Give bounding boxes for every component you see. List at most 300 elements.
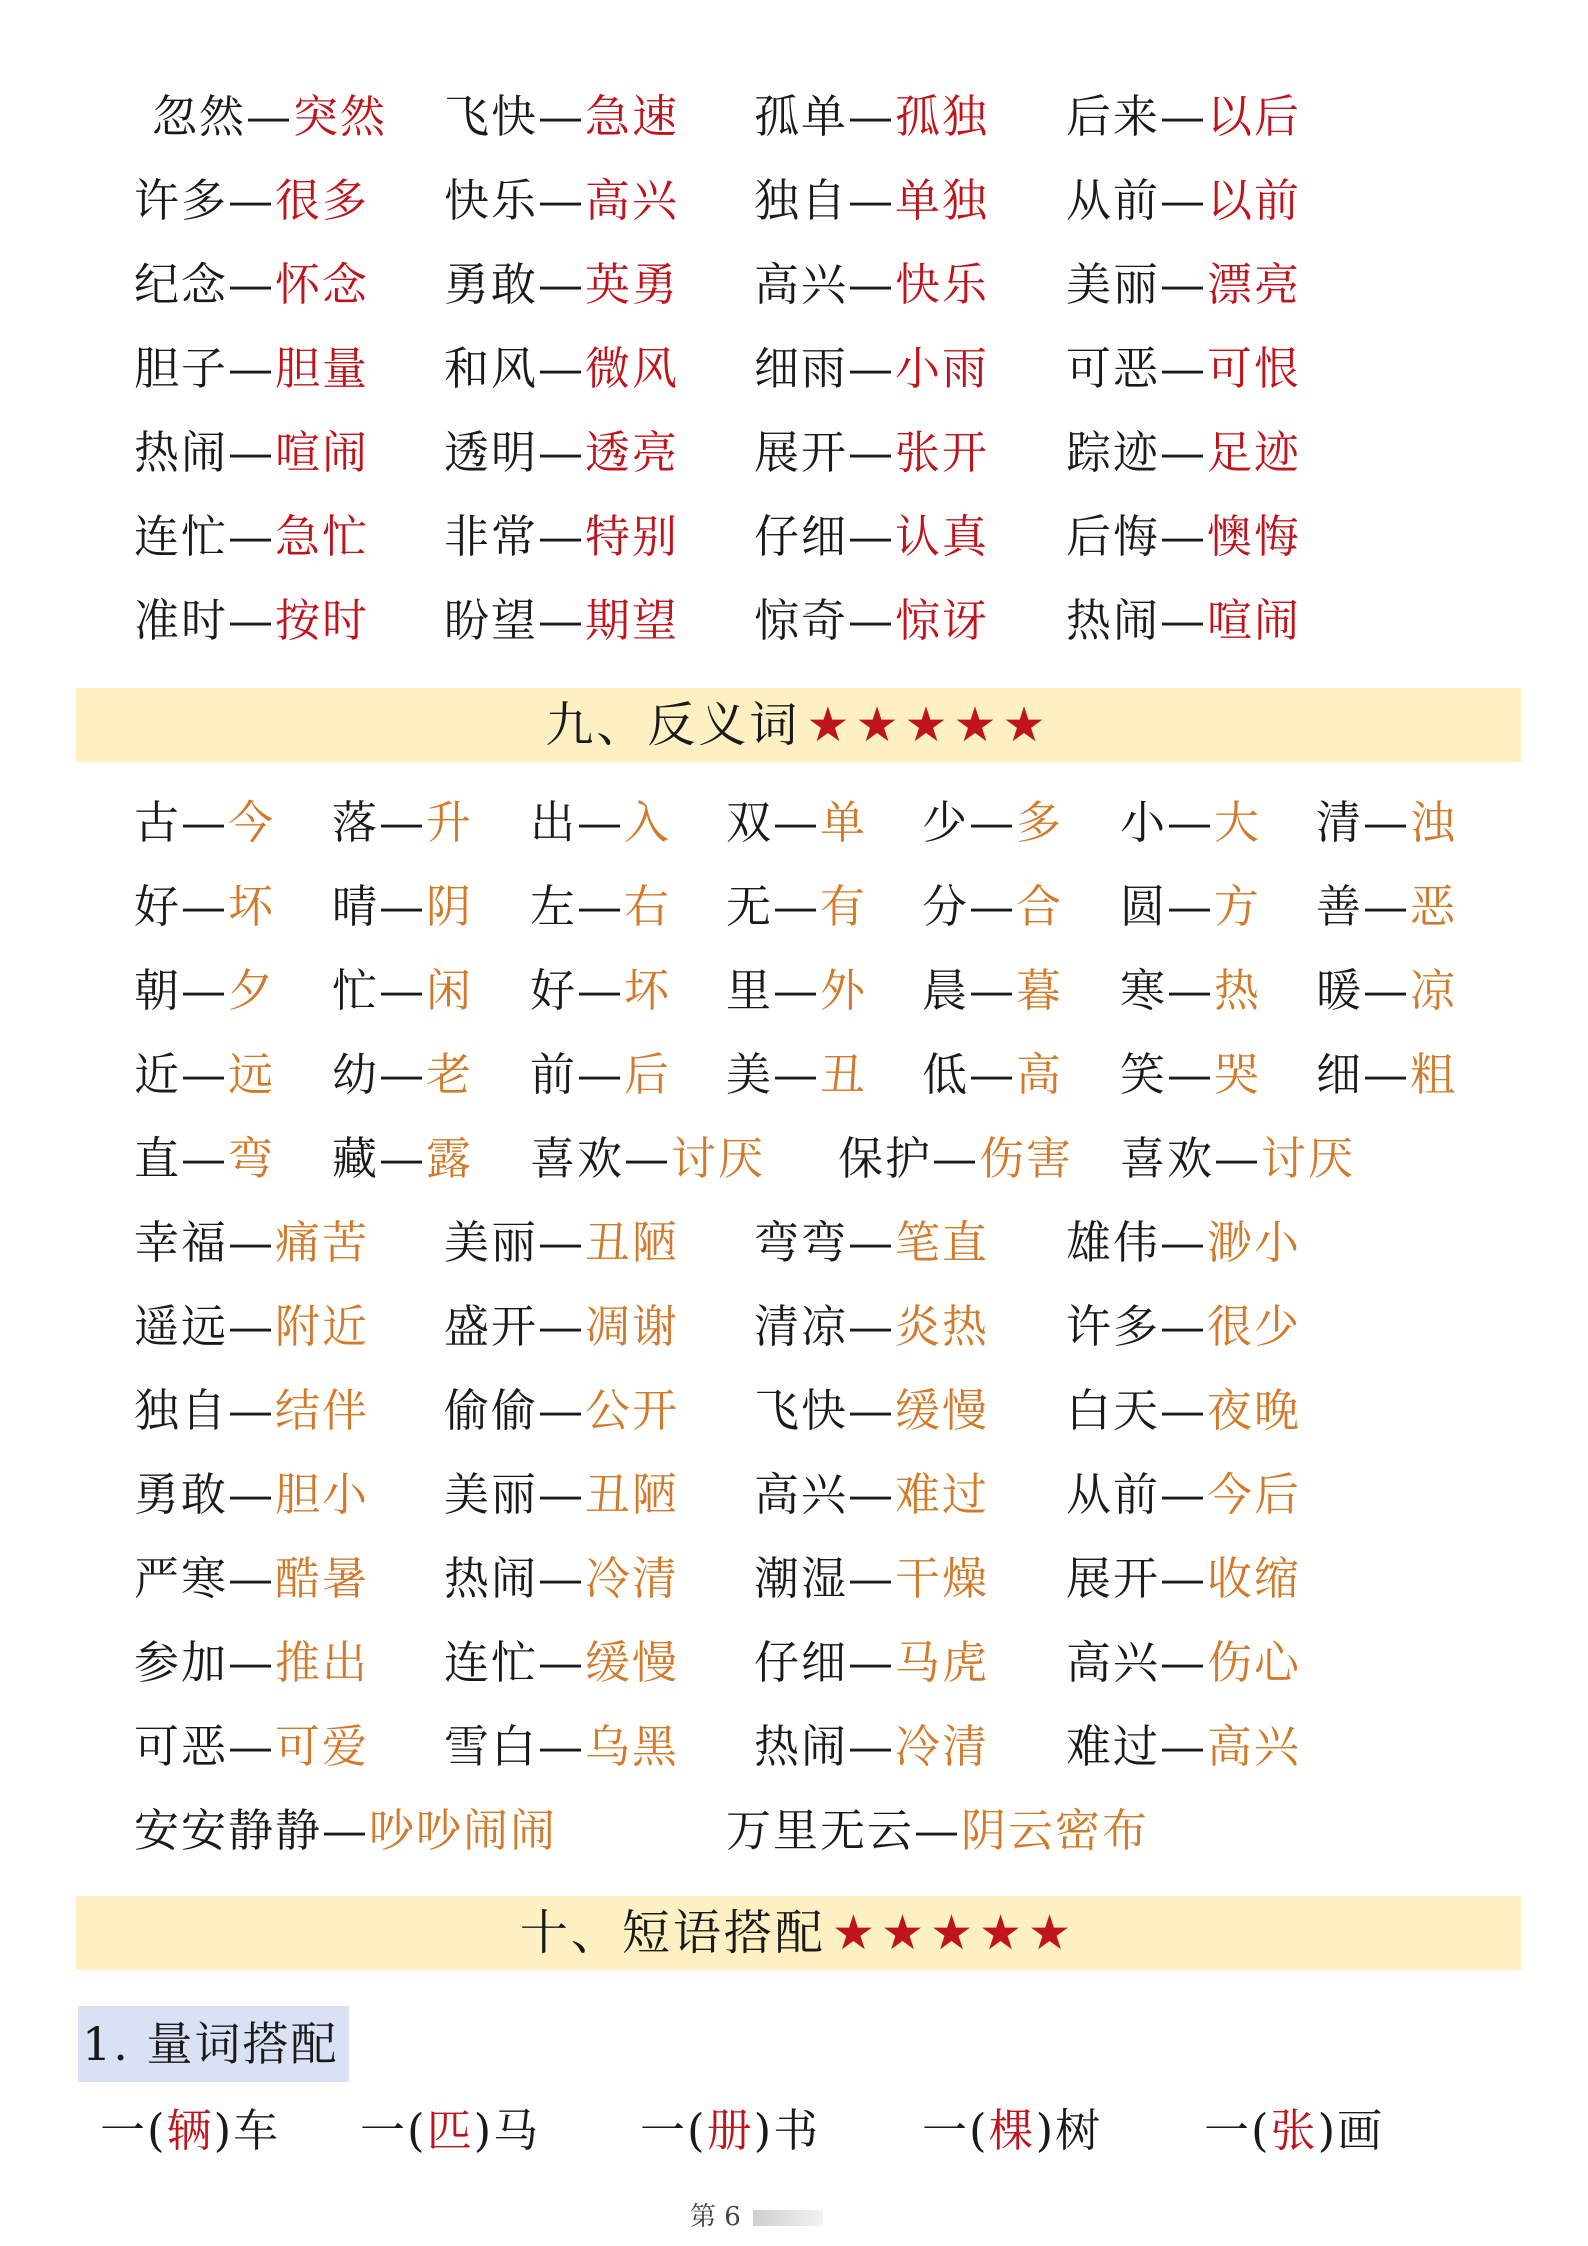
antonym-word: 单 [820,796,868,849]
antonym-pair [754,1376,989,1446]
antonym-word: 讨厌 [1261,1132,1356,1185]
word: 严寒 [134,1552,229,1605]
synonym-pair [444,82,679,152]
word: 保护 [838,1132,933,1185]
antonym-pair [134,1292,369,1362]
dash: — [228,174,276,227]
antonym-pair [1066,1208,1301,1278]
synonym-word: 胆量 [275,342,370,395]
dash: — [228,342,276,395]
synonym-pair [1066,82,1301,152]
measure-word: 张 [1270,2104,1318,2157]
word: 热闹 [754,1720,849,1773]
dash: — [538,342,586,395]
synonym-row [0,586,1588,656]
dash: — [848,1216,896,1269]
antonym-word: 入 [624,796,672,849]
measure-word: 匹 [426,2104,474,2157]
antonym-word: 今后 [1207,1468,1302,1521]
phrase-noun: )车 [213,2104,281,2157]
synonym-word: 期望 [585,594,680,647]
word: 纪念 [134,258,229,311]
antonym-pair [134,1376,369,1446]
antonym-word: 凋谢 [585,1300,680,1353]
antonym-pair [922,956,1063,1026]
word: 非常 [444,510,539,563]
word: 勇敢 [134,1468,229,1521]
antonym-pair [726,956,867,1026]
dash: — [379,1048,427,1101]
antonym-word: 恶 [1410,880,1458,933]
synonym-pair [754,502,989,572]
dash: — [228,1720,276,1773]
antonym-pair [1316,788,1457,858]
dash: — [538,1636,586,1689]
synonym-word: 以前 [1207,174,1302,227]
word: 小 [1120,796,1168,849]
antonym-row [0,956,1588,1026]
antonym-word: 弯 [228,1132,276,1185]
word: 落 [332,796,380,849]
antonym-word: 远 [228,1048,276,1101]
word: 许多 [1066,1300,1161,1353]
page-number [690,2196,823,2233]
synonym-word: 急速 [585,90,680,143]
dash: — [577,964,625,1017]
antonym-word: 露 [426,1132,474,1185]
antonym-word: 高 [1016,1048,1064,1101]
dash: — [848,426,896,479]
antonym-word: 后 [624,1048,672,1101]
dash: — [1160,1468,1208,1521]
dash: — [773,796,821,849]
dash: — [1363,880,1411,933]
synonym-pair [134,334,369,404]
antonym-pair [332,872,473,942]
synonym-pair [1066,502,1301,572]
dash: — [969,964,1017,1017]
antonym-word: 丑陋 [585,1468,680,1521]
antonym-word: 有 [820,880,868,933]
antonym-pair [134,872,275,942]
word: 美 [726,1048,774,1101]
synonym-pair [754,586,989,656]
antonym-row [0,1460,1588,1530]
synonym-word: 喧闹 [275,426,370,479]
word: 低 [922,1048,970,1101]
antonym-pair [134,1544,369,1614]
antonym-pair [1316,956,1457,1026]
synonym-pair [1066,250,1301,320]
antonym-word: 升 [426,796,474,849]
dash: — [1160,174,1208,227]
synonym-pair [444,250,679,320]
word: 热闹 [1066,594,1161,647]
dash: — [932,1132,980,1185]
word: 忙 [332,964,380,1017]
synonym-pair [134,418,369,488]
antonym-pair [754,1628,989,1698]
dash: — [848,1552,896,1605]
dash: — [538,426,586,479]
antonym-pair [530,1124,765,1194]
antonym-pair [134,788,275,858]
antonym-word: 公开 [585,1384,680,1437]
synonym-word: 微风 [585,342,680,395]
antonym-word: 马虎 [895,1636,990,1689]
word: 难过 [1066,1720,1161,1773]
phrase-prefix: 一( [100,2104,167,2157]
dash: — [228,1384,276,1437]
synonym-word: 突然 [293,90,388,143]
word: 雄伟 [1066,1216,1161,1269]
word: 潮湿 [754,1552,849,1605]
antonym-word: 附近 [275,1300,370,1353]
word: 圆 [1120,880,1168,933]
synonym-word: 孤独 [895,90,990,143]
dash: — [914,1804,962,1857]
word: 前 [530,1048,578,1101]
antonym-pair [444,1712,679,1782]
word: 参加 [134,1636,229,1689]
antonym-pair [1120,1040,1261,1110]
antonym-word: 夕 [228,964,276,1017]
dash: — [228,1300,276,1353]
antonym-pair [922,872,1063,942]
antonym-word: 笔直 [895,1216,990,1269]
word: 喜欢 [530,1132,625,1185]
dash: — [538,1384,586,1437]
dash: — [538,1216,586,1269]
dash: — [1363,1048,1411,1101]
antonym-pair [1120,788,1261,858]
dash: — [848,594,896,647]
antonym-pair [134,1124,275,1194]
synonym-pair [444,418,679,488]
antonym-pair [1316,1040,1457,1110]
antonym-row [0,1124,1588,1194]
antonym-pair [726,1040,867,1110]
synonym-pair [134,502,369,572]
subsection-title: 1. 量词搭配 [78,2006,349,2082]
dash: — [848,1636,896,1689]
antonym-word: 伤害 [979,1132,1074,1185]
word: 惊奇 [754,594,849,647]
antonym-word: 胆小 [275,1468,370,1521]
word: 飞快 [444,90,539,143]
synonym-word: 按时 [275,594,370,647]
antonym-pair [134,1712,369,1782]
antonym-pair [754,1292,989,1362]
antonym-row [0,1040,1588,1110]
word: 展开 [1066,1552,1161,1605]
antonym-pair [134,956,275,1026]
antonym-row [0,1376,1588,1446]
dash: — [1160,1300,1208,1353]
word: 暖 [1316,964,1364,1017]
word: 许多 [134,174,229,227]
antonym-word: 干燥 [895,1552,990,1605]
measure-word-item [360,2096,540,2166]
synonym-word: 懊悔 [1207,510,1302,563]
antonym-word: 冷清 [585,1552,680,1605]
word: 飞快 [754,1384,849,1437]
antonym-pair [1316,872,1457,942]
word: 准时 [134,594,229,647]
word: 出 [530,796,578,849]
antonym-pair [332,1040,473,1110]
star-rating: ★★★★★ [831,1905,1078,1961]
dash: — [848,258,896,311]
antonym-word: 今 [228,796,276,849]
word: 分 [922,880,970,933]
synonym-row [0,250,1588,320]
phrase-prefix: 一( [640,2104,707,2157]
antonym-word: 合 [1016,880,1064,933]
antonym-pair [1066,1712,1301,1782]
antonym-word: 酷暑 [275,1552,370,1605]
antonym-word: 浊 [1410,796,1458,849]
dash: — [228,1636,276,1689]
dash: — [538,258,586,311]
dash: — [538,594,586,647]
dash: — [322,1804,370,1857]
word: 孤单 [754,90,849,143]
antonym-word: 热 [1214,964,1262,1017]
synonym-word: 以后 [1207,90,1302,143]
word: 热闹 [444,1552,539,1605]
word: 高兴 [1066,1636,1161,1689]
antonym-pair [726,1796,1149,1866]
antonym-word: 吵吵闹闹 [369,1804,558,1857]
synonym-row [0,166,1588,236]
dash: — [969,1048,1017,1101]
word: 展开 [754,426,849,479]
measure-word-item [922,2096,1102,2166]
dash: — [228,426,276,479]
dash: — [1160,1552,1208,1605]
word: 细雨 [754,342,849,395]
antonym-pair [332,1124,473,1194]
antonym-pair [134,1796,557,1866]
antonym-row [0,1628,1588,1698]
dash: — [1214,1132,1262,1185]
word: 寒 [1120,964,1168,1017]
synonym-pair [754,250,989,320]
word: 万里无云 [726,1804,915,1857]
dash: — [538,1720,586,1773]
antonym-word: 阴云密布 [961,1804,1150,1857]
antonym-row [0,872,1588,942]
word: 后来 [1066,90,1161,143]
antonym-word: 外 [820,964,868,1017]
measure-word-item [1204,2096,1384,2166]
word: 古 [134,796,182,849]
antonym-word: 大 [1214,796,1262,849]
dash: — [181,880,229,933]
phrase-prefix: 一( [922,2104,989,2157]
dash: — [228,1468,276,1521]
word: 连忙 [444,1636,539,1689]
word: 高兴 [754,258,849,311]
dash: — [181,964,229,1017]
synonym-word: 高兴 [585,174,680,227]
measure-word: 棵 [988,2104,1036,2157]
antonym-row [0,1712,1588,1782]
antonym-pair [1120,1124,1355,1194]
dash: — [1160,594,1208,647]
dash: — [577,796,625,849]
antonym-word: 渺小 [1207,1216,1302,1269]
synonym-pair [444,586,679,656]
antonym-pair [922,788,1063,858]
dash: — [538,1552,586,1605]
dash: — [969,880,1017,933]
measure-word-item [640,2096,820,2166]
word: 安安静静 [134,1804,323,1857]
dash: — [181,1048,229,1101]
antonym-word: 乌黑 [585,1720,680,1773]
dash: — [773,964,821,1017]
word: 胆子 [134,342,229,395]
antonym-word: 高兴 [1207,1720,1302,1773]
word: 美丽 [1066,258,1161,311]
word: 独自 [754,174,849,227]
synonym-word: 张开 [895,426,990,479]
word: 透明 [444,426,539,479]
word: 独自 [134,1384,229,1437]
antonym-pair [134,1208,369,1278]
antonym-pair [332,788,473,858]
dash: — [228,510,276,563]
antonym-word: 难过 [895,1468,990,1521]
dash: — [624,1132,672,1185]
dash: — [1167,964,1215,1017]
word: 热闹 [134,426,229,479]
synonym-pair [134,166,369,236]
antonym-word: 丑陋 [585,1216,680,1269]
synonym-pair [754,418,989,488]
synonym-row [0,502,1588,572]
antonym-word: 可爱 [275,1720,370,1773]
synonym-pair [1066,166,1301,236]
dash: — [773,880,821,933]
antonym-pair [1066,1460,1301,1530]
antonym-pair [134,1040,275,1110]
antonym-pair [444,1376,679,1446]
antonym-word: 缓慢 [585,1636,680,1689]
antonym-word: 方 [1214,880,1262,933]
dash: — [379,964,427,1017]
antonym-pair [1120,872,1261,942]
dash: — [1363,796,1411,849]
antonym-word: 收缩 [1207,1552,1302,1605]
antonym-word: 哭 [1214,1048,1262,1101]
phrase-prefix: 一( [360,2104,427,2157]
dash: — [379,880,427,933]
synonym-pair [152,82,387,152]
page-number-text: 第 6 [690,2202,741,2232]
synonym-pair [754,334,989,404]
synonym-word: 特别 [585,510,680,563]
antonym-word: 推出 [275,1636,370,1689]
dash: — [228,1216,276,1269]
word: 细 [1316,1048,1364,1101]
synonym-word: 急忙 [275,510,370,563]
word: 清凉 [754,1300,849,1353]
antonym-row [0,1544,1588,1614]
section-title: 十、短语搭配 [519,1905,826,1961]
synonym-word: 单独 [895,174,990,227]
dash: — [1167,1048,1215,1101]
synonym-row [0,334,1588,404]
antonym-row [0,1208,1588,1278]
antonym-row [0,1292,1588,1362]
word: 白天 [1066,1384,1161,1437]
word: 少 [922,796,970,849]
synonym-word: 快乐 [895,258,990,311]
dash: — [228,1552,276,1605]
synonym-word: 小雨 [895,342,990,395]
dash: — [1160,1636,1208,1689]
dash: — [538,90,586,143]
word: 仔细 [754,1636,849,1689]
synonym-pair [754,166,989,236]
word: 美丽 [444,1468,539,1521]
antonym-pair [1066,1292,1301,1362]
word: 好 [134,880,182,933]
dash: — [577,880,625,933]
synonym-pair [754,82,989,152]
word: 无 [726,880,774,933]
antonym-row [0,788,1588,858]
word: 高兴 [754,1468,849,1521]
antonym-pair [332,956,473,1026]
antonym-pair [838,1124,1073,1194]
antonym-word: 丑 [820,1048,868,1101]
antonym-pair [530,1040,671,1110]
word: 从前 [1066,174,1161,227]
dash: — [228,258,276,311]
word: 偷偷 [444,1384,539,1437]
word: 盛开 [444,1300,539,1353]
word: 幸福 [134,1216,229,1269]
antonym-pair [1066,1544,1301,1614]
word: 可恶 [134,1720,229,1773]
word: 近 [134,1048,182,1101]
word: 里 [726,964,774,1017]
measure-word-item [100,2096,280,2166]
dash: — [181,1132,229,1185]
antonym-word: 阴 [426,880,474,933]
dash: — [848,1468,896,1521]
dash: — [246,90,294,143]
antonym-pair [754,1208,989,1278]
word: 踪迹 [1066,426,1161,479]
synonym-pair [444,334,679,404]
star-rating: ★★★★★ [806,697,1052,753]
dash: — [1160,1216,1208,1269]
dash: — [1160,1720,1208,1773]
word: 快乐 [444,174,539,227]
word: 仔细 [754,510,849,563]
dash: — [1160,510,1208,563]
dash: — [1160,342,1208,395]
antonym-word: 炎热 [895,1300,990,1353]
antonym-pair [754,1460,989,1530]
synonym-word: 惊讶 [895,594,990,647]
antonym-word: 右 [624,880,672,933]
